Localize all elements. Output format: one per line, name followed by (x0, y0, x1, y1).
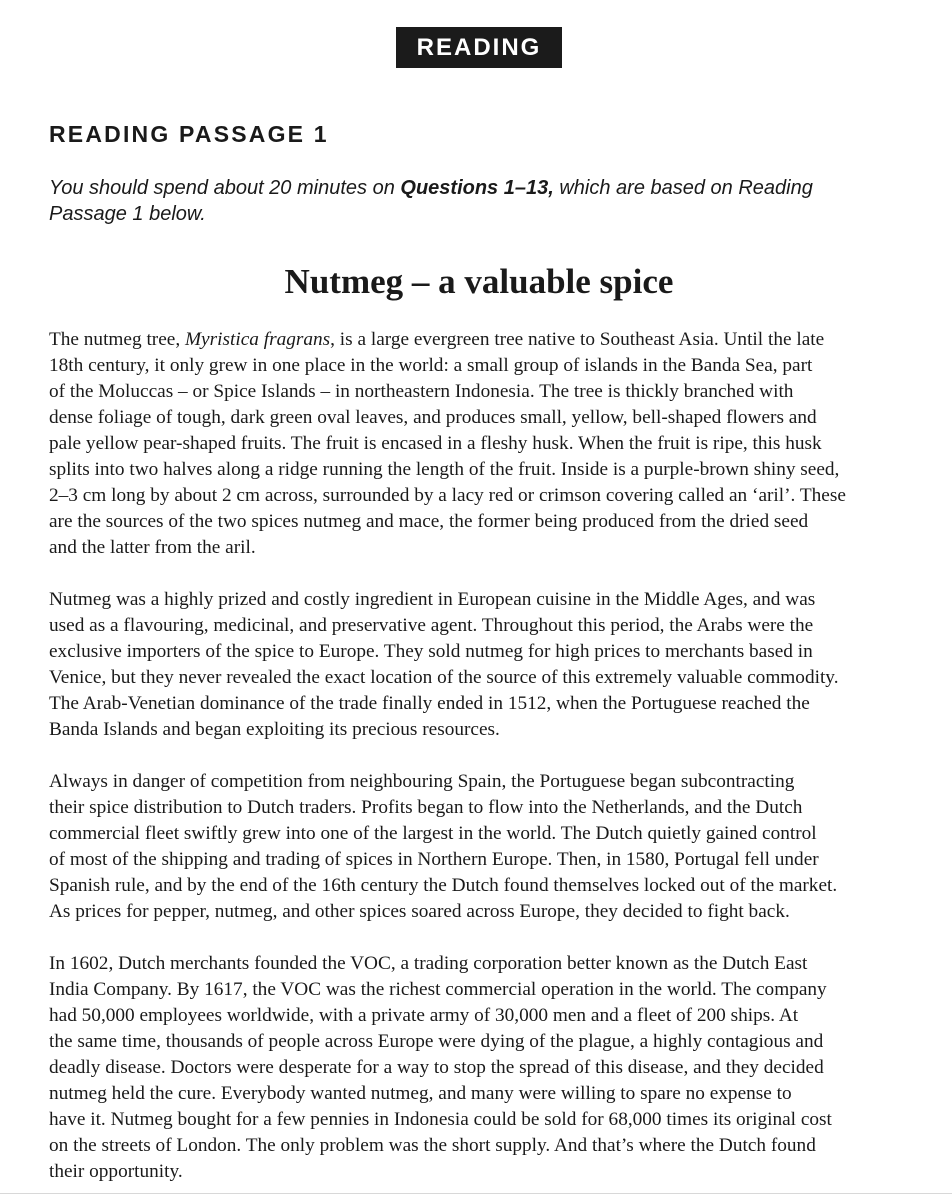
paragraph-line: dense foliage of tough, dark green oval leaves, and produces small, yellow, bell-shaped flowers and (49, 407, 817, 428)
paragraph-line: India Company. By 1617, the VOC was the richest commercial operation in the world. The company (49, 979, 827, 1000)
paragraph-2 (49, 587, 929, 743)
paragraph-line: their opportunity. (49, 1161, 183, 1182)
paragraph-line: used as a flavouring, medicinal, and preservative agent. Throughout this period, the Arabs were the (49, 615, 814, 636)
instructions-questions-range: Questions 1–13, (400, 177, 554, 199)
paragraph-line: Always in danger of competition from neighbouring Spain, the Portuguese began subcontracting (49, 771, 795, 792)
paragraph-line: pale yellow pear-shaped fruits. The fruit is encased in a fleshy husk. When the fruit is ripe, this husk (49, 433, 822, 454)
line-text: The nutmeg tree, (49, 329, 185, 350)
paragraph-line: their spice distribution to Dutch traders. Profits began to flow into the Netherlands, and the Dutch (49, 797, 803, 818)
instructions (49, 175, 929, 227)
paragraph-line: nutmeg held the cure. Everybody wanted nutmeg, and many were willing to spare no expense to (49, 1083, 792, 1104)
instructions-text-line2: Passage 1 below. (49, 203, 206, 225)
paragraph-line: Spanish rule, and by the end of the 16th century the Dutch found themselves locked out of the market. (49, 875, 838, 896)
paragraph-1 (49, 327, 929, 561)
passage-body (49, 327, 929, 1185)
line-text: , is a large evergreen tree native to Southeast Asia. Until the late (330, 329, 825, 350)
paragraph-line: exclusive importers of the spice to Europe. They sold nutmeg for high prices to merchants based in (49, 641, 813, 662)
section-label: READING (416, 33, 542, 61)
paragraph-line (49, 327, 929, 353)
paragraph-line: on the streets of London. The only problem was the short supply. And that’s where the Dutch found (49, 1135, 816, 1156)
paragraph-line: splits into two halves along a ridge running the length of the fruit. Inside is a purple-brown shiny seed, (49, 459, 840, 480)
paragraph-line: 2–3 cm long by about 2 cm across, surrounded by a lacy red or crimson covering called an ‘aril’. These (49, 485, 846, 506)
paragraph-line: had 50,000 employees worldwide, with a private army of 30,000 men and a fleet of 200 ships. At (49, 1005, 799, 1026)
paragraph-spacer (49, 925, 929, 951)
passage-heading: READING PASSAGE 1 (49, 121, 329, 147)
paragraph-line: In 1602, Dutch merchants founded the VOC, a trading corporation better known as the Dutch East (49, 953, 808, 974)
page-bottom-divider (0, 1193, 952, 1194)
paragraph-line: of most of the shipping and trading of spices in Northern Europe. Then, in 1580, Portugal fell under (49, 849, 819, 870)
paragraph-line: commercial fleet swiftly grew into one of the largest in the world. The Dutch quietly gained control (49, 823, 817, 844)
paragraph-line: As prices for pepper, nutmeg, and other spices soared across Europe, they decided to fight back. (49, 901, 790, 922)
paragraph-spacer (49, 743, 929, 769)
instructions-text-start: You should spend about 20 minutes on (49, 177, 401, 199)
paragraph-line: Banda Islands and began exploiting its precious resources. (49, 719, 500, 740)
section-badge (396, 27, 562, 68)
instructions-text-end: which are based on Reading (553, 177, 813, 199)
paragraph-line: are the sources of the two spices nutmeg and mace, the former being produced from the dried seed (49, 511, 809, 532)
paragraph-line: and the latter from the aril. (49, 537, 256, 558)
species-name: Myristica fragrans (185, 329, 331, 350)
paragraph-line: the same time, thousands of people across Europe were dying of the plague, a highly contagious and (49, 1031, 824, 1052)
paragraph-3 (49, 769, 929, 925)
paragraph-line: of the Moluccas – or Spice Islands – in northeastern Indonesia. The tree is thickly branched with (49, 381, 794, 402)
paragraph-4 (49, 951, 929, 1185)
paragraph-line: Venice, but they never revealed the exact location of the source of this extremely valuable commodity. (49, 667, 839, 688)
paragraph-line: The Arab-Venetian dominance of the trade finally ended in 1512, when the Portuguese reached the (49, 693, 810, 714)
paragraph-line: have it. Nutmeg bought for a few pennies in Indonesia could be sold for 68,000 times its original cost (49, 1109, 832, 1130)
paragraph-line: deadly disease. Doctors were desperate for a way to stop the spread of this disease, and they decided (49, 1057, 824, 1078)
paragraph-line: Nutmeg was a highly prized and costly ingredient in European cuisine in the Middle Ages, and was (49, 589, 816, 610)
passage-title: Nutmeg – a valuable spice (284, 262, 674, 301)
paragraph-line: 18th century, it only grew in one place in the world: a small group of islands in the Banda Sea, part (49, 355, 813, 376)
paragraph-spacer (49, 561, 929, 587)
